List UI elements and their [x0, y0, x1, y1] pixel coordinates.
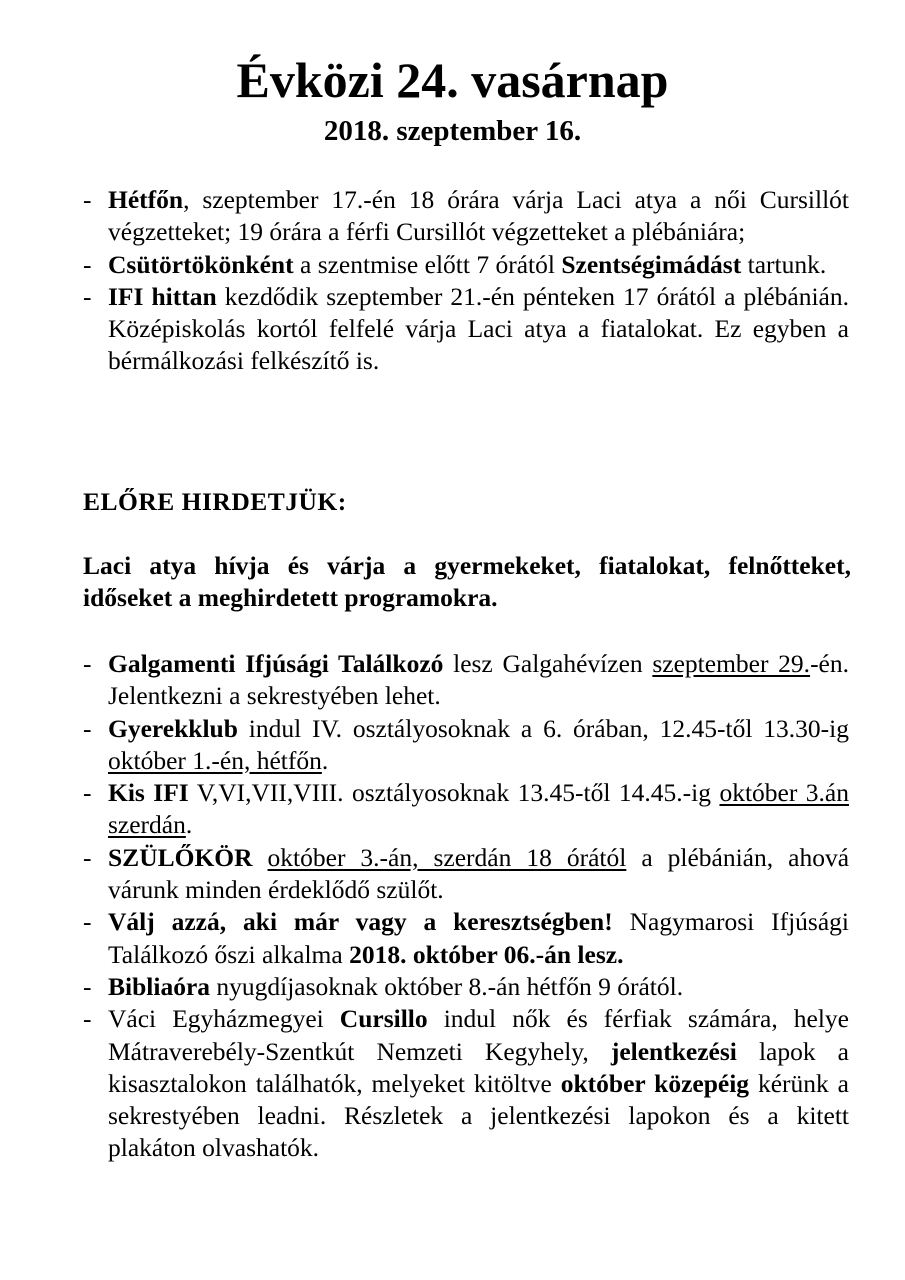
item-text: , szeptember 17.-én 18 órára várja Laci atya a női Cursillót végzetteket; 19 órára a férfi Cursillót végzetteket a plébániára;	[108, 185, 849, 247]
bullet-dash: -	[83, 649, 92, 678]
bullet-dash: -	[83, 281, 92, 311]
bullet-dash: -	[83, 713, 92, 743]
event-list	[0, 648, 905, 1165]
item-bold: Csütörtökönként	[108, 249, 294, 279]
list-item	[0, 249, 905, 281]
item-text: nyugdíjasoknak október 8.-án hétfőn 9 órától.	[210, 971, 684, 1001]
page-date: 2018. szeptember 16.	[323, 115, 582, 147]
item-text: tartunk.	[741, 249, 827, 279]
bullet-dash: -	[83, 842, 92, 872]
item-bold: 2018. október 06.-án lesz.	[349, 939, 624, 969]
item-bold: SZÜLŐKÖR	[108, 842, 253, 872]
item-text: kezdődik szeptember 21.-én pénteken 17 órától a plébánián. Középiskolás kortól felfelé várja Laci atya a fiatalokat. Ez egyben a bérmálkozási felkészítő is.	[108, 281, 849, 376]
item-text: kérünk a sekrestyében leadni. Részletek a jelentkezési lapokon és a kitett plakáton olvashatók.	[108, 1068, 849, 1163]
page-title: Évközi 24. vasárnap	[236, 52, 669, 108]
list-item	[0, 777, 905, 842]
item-underline: október 1.-én, hétfőn	[108, 745, 322, 775]
bullet-dash: -	[83, 971, 92, 1001]
bullet-dash: -	[83, 778, 92, 808]
advance-intro: Laci atya hívja és várja a gyermekeket, fiatalokat, felnőtteket, időseket a meghirdetett programokra.	[83, 551, 851, 613]
item-bold: október közepéig	[560, 1068, 750, 1098]
item-text: lapok a kisasztalokon találhatók, melyeket kitöltve	[108, 1036, 849, 1098]
list-item	[0, 648, 905, 713]
item-bold: IFI hittan	[108, 281, 217, 311]
item-underline: október 3.-án, szerdán 18 órától	[267, 842, 627, 872]
item-text: .	[185, 810, 193, 840]
item-bold: jelentkezési	[610, 1036, 737, 1066]
item-bold: Cursillo	[339, 1004, 428, 1034]
item-bold: Galgamenti Ifjúsági Találkozó	[108, 649, 444, 678]
item-underline: szeptember 29.	[652, 649, 811, 678]
item-bold: Gyerekklub	[108, 713, 238, 743]
item-text: -én. Jelentkezni a sekrestyében lehet.	[108, 649, 849, 711]
item-text: Váci Egyházmegyei	[108, 1004, 340, 1034]
advance-heading: ELŐRE HIRDETJÜK:	[83, 487, 347, 516]
item-text: indul IV. osztályosoknak a 6. órában, 12.45-től 13.30-ig	[237, 713, 849, 743]
bullet-dash: -	[83, 1004, 92, 1034]
item-bold: Bibliaóra	[108, 971, 211, 1001]
bullet-dash: -	[83, 249, 92, 279]
list-item	[0, 184, 905, 249]
list-item	[0, 971, 905, 1003]
item-text: .	[321, 745, 329, 775]
item-bold: Válj azzá, aki már vagy a keresztségben!	[108, 907, 613, 937]
item-text: lesz Galgahévízen	[443, 649, 653, 678]
list-item	[0, 906, 905, 971]
item-bold: Kis IFI	[108, 778, 189, 808]
announcement-list	[0, 184, 905, 378]
bullet-dash: -	[83, 907, 92, 937]
item-text: indul nők és férfiak számára, helye Mátraverebély-Szentkút Nemzeti Kegyhely,	[108, 1004, 850, 1066]
list-item	[0, 281, 905, 378]
item-text: Nagymarosi Ifjúsági Találkozó őszi alkalma	[108, 907, 850, 969]
item-text: a szentmise előtt 7 órától	[293, 249, 562, 279]
list-item	[0, 713, 905, 778]
item-bold: Hétfőn	[108, 185, 184, 214]
item-bold: Szentségimádást	[561, 249, 742, 279]
list-item	[0, 842, 905, 907]
item-text: V,VI,VII,VIII. osztályosoknak 13.45-től 14.45.-ig	[188, 778, 720, 808]
bullet-dash: -	[83, 185, 92, 214]
item-underline: október 3.án szerdán	[108, 778, 849, 840]
list-item	[0, 1003, 905, 1164]
item-text: a plébánián, ahová várunk minden érdeklődő szülőt.	[108, 842, 850, 905]
item-text	[253, 843, 268, 872]
